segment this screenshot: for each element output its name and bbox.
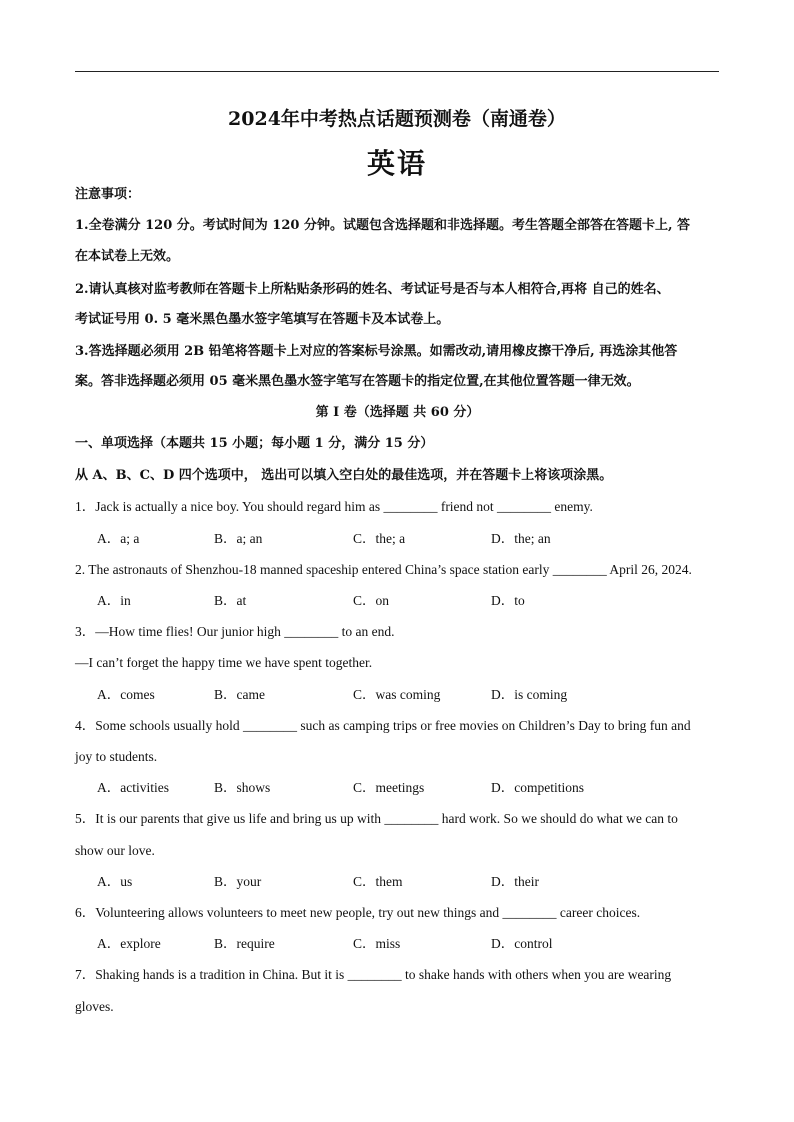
question-stem-cont: show our love. [75,843,155,858]
options-row [75,593,720,609]
option-b: B．your [214,874,262,889]
option-a: A．comes [97,687,155,702]
header-rule [75,71,719,72]
notice-line: 1.全卷满分 120 分。考试时间为 120 分钟。试题包含选择题和非选择题。考生答题全部答在答题卡上, 答 [75,218,690,233]
question-stem: 6．Volunteering allows volunteers to meet new people, try out new things and ________ career choices. [75,905,641,920]
options-row [75,874,720,890]
option-c: C．them [353,874,403,889]
option-a: A．in [97,593,131,608]
question-stem-cont: joy to students. [75,749,158,764]
option-b: B．require [214,936,275,951]
subject-title: 英语 [366,147,427,180]
options-row [75,687,720,703]
question-stem-cont: —I can’t forget the happy time we have spent together. [75,655,373,670]
question-stem: 5．It is our parents that give us life and bring us up with ________ hard work. So we should do what we can to [75,811,678,826]
option-b: B．a; an [214,531,263,546]
option-a: A．a; a [97,531,140,546]
option-a: A．us [97,874,133,889]
question-stem: 2. The astronauts of Shenzhou-18 manned spaceship entered China’s space station early ________ April 26, 2024. [75,562,692,577]
option-c: C．on [353,593,390,608]
question-stem: 1．Jack is actually a nice boy. You should regard him as ________ friend not ________ enemy. [75,499,593,514]
option-d: D．is coming [491,687,568,702]
option-d: D．competitions [491,780,584,795]
notice-line: 3.答选择题必须用 2B 铅笔将答题卡上对应的答案标号涂黑。如需改动,请用橡皮擦干净后, 再选涂其他答 [75,344,678,359]
question-stem: 3．—How time flies! Our junior high ________ to an end. [75,624,395,639]
options-row [75,936,720,952]
option-b: B．shows [214,780,271,795]
option-c: C．meetings [353,780,425,795]
notice-line: 考试证号用 0. 5 毫米黑色墨水签字笔填写在答题卡及本试卷上。 [75,312,450,327]
option-d: D．to [491,593,525,608]
option-c: C．was coming [353,687,441,702]
options-row [75,780,720,796]
notice-line: 案。答非选择题必须用 05 毫米黑色墨水签字笔写在答题卡的指定位置,在其他位置答题一律无效。 [75,374,640,389]
option-b: B．at [214,593,247,608]
option-d: D．their [491,874,539,889]
option-d: D．the; an [491,531,551,546]
question-stem: 7．Shaking hands is a tradition in China. But it is ________ to shake hands with others when you are wearing [75,967,672,982]
question-stem: 4．Some schools usually hold ________ such as camping trips or free movies on Children’s Day to bring fun and [75,718,691,733]
option-b: B．came [214,687,265,702]
option-d: D．control [491,936,553,951]
part-heading: 第 I 卷（选择题 共 60 分） [315,405,480,420]
options-row [75,531,720,547]
notice-line: 2.请认真核对监考教师在答题卡上所粘贴条形码的姓名、考试证号是否与本人相符合,再将 自己的姓名、 [75,282,670,297]
notice-heading: 注意事项： [75,187,141,202]
option-a: A．explore [97,936,161,951]
option-c: C．miss [353,936,401,951]
option-c: C．the; a [353,531,406,546]
question-stem-cont: gloves. [75,999,114,1014]
exam-title: 2024年中考热点话题预测卷（南通卷） [228,108,566,130]
section-instruction: 从 A、B、C、D 四个选项中， 选出可以填入空白处的最佳选项，并在答题卡上将该项涂黑。 [75,468,613,483]
notice-line: 在本试卷上无效。 [75,249,180,264]
section-heading: 一、单项选择（本题共 15 小题；每小题 1 分，满分 15 分） [75,436,434,451]
option-a: A．activities [97,780,169,795]
